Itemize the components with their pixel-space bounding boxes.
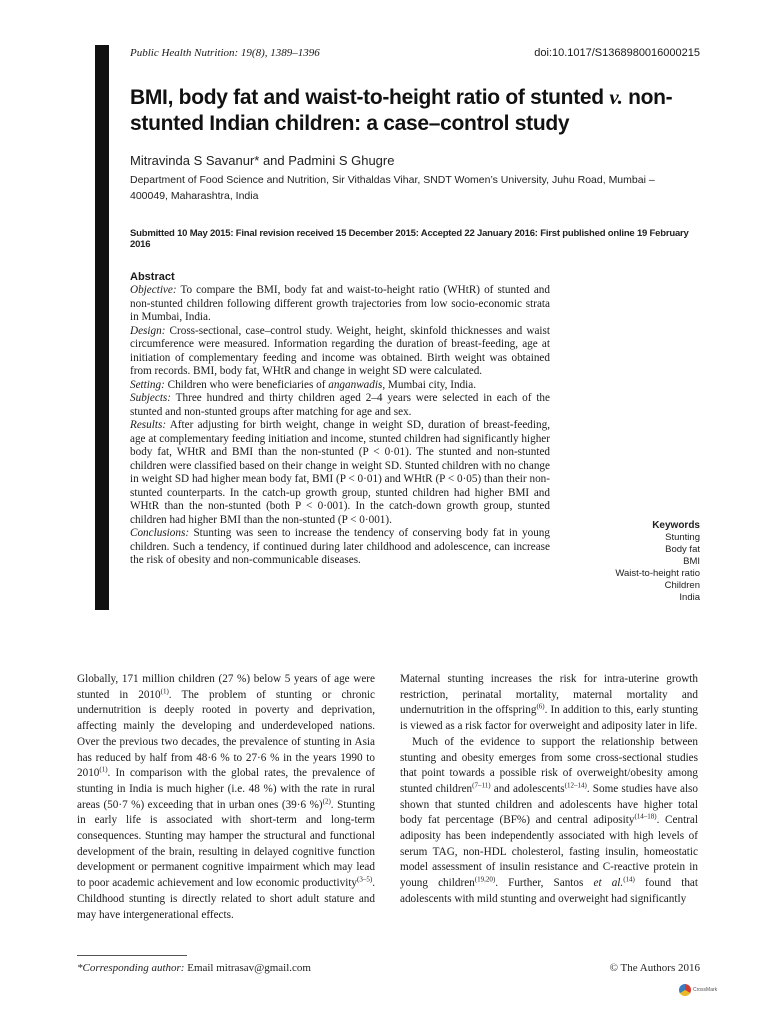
authors: Mitravinda S Savanur* and Padmini S Ghugre bbox=[130, 153, 395, 168]
abstract bbox=[130, 271, 550, 568]
crossmark-icon bbox=[679, 984, 691, 996]
body-paragraph: Much of the evidence to support the relationship between stunting and obesity emerges from some cross-sectional studies that point towards a possible risk of overweight/obesity among stunted children$^{(7-11)}$ and adolescents$^{(12-14)}$. Some studies have also shown that stunted children and adolescents have higher total body fat percentage (BF%) and central adiposity$^{(14-18)}$. Central adiposity has been independently associated with high levels of serum TAG, non-HDL cholesterol, fasting insulin, homeostatic model assessment of insulin resistance and C-reactive protein in young children$^{(19,20)}$. Further, Santos et al.$^{(14)}$ found that adolescents with mild stunting and overweight had significantly bbox=[400, 735, 699, 905]
abstract-objective: Objective: To compare the BMI, body fat and waist-to-height ratio (WHtR) of stunted and non-stunted children following different growth trajectories from low socio-economic strata in Mumbai, India. bbox=[130, 284, 550, 323]
body-paragraph: Globally, 171 million children (27 %) below 5 years of age were stunted in 2010$^{(1)}$. The problem of stunting or chronic undernutrition is deeply rooted in poverty and deprivation, affecting mainly the developing and underdeveloped nations. Over the previous two decades, the prevalence of stunting in Asia has reduced by half from 48·6 % to 27·6 % in the years 1990 to 2010$^{(1)}$. In comparison with the global rates, the prevalence of stunting in India is much higher (i.e. 48 %) with the rate in rural areas (50·7 %) exceeding that in urban ones (39·6 %)$^{(2)}$. Stunting in early life is associated with short-term and long-term consequences. Stunting may hamper the structural and functional development of the brain, resulting in delayed cognitive function development or permanent cognitive impairment which may lead to poor academic achievement and low economic productivity$^{(3-5)}$. Childhood stunting is directly related to short adult stature and may have intergenerational effects. bbox=[77, 673, 375, 921]
citation-ref[interactable]: (12–14) bbox=[564, 781, 587, 790]
doi-link[interactable]: doi:10.1017/S1368980016000215 bbox=[534, 47, 700, 59]
citation-ref[interactable]: (19,20) bbox=[474, 875, 496, 884]
abstract-conclusions: Conclusions: Stunting was seen to increase the tendency of conserving body fat in young children. Such a tendency, if continued during later childhood and adolescence, can increase the risk of obesity and non-communicable diseases. bbox=[130, 527, 550, 566]
abstract-heading: Abstract bbox=[130, 271, 175, 283]
body-paragraph: Maternal stunting increases the risk for intra-uterine growth restriction, perinatal mortality, maternal mortality and undernutrition in the offspring$^{(6)}$. In addition to this, early stunting is viewed as a risk factor for overweight and adiposity later in life. bbox=[400, 673, 699, 733]
citation-ref[interactable]: (3–5) bbox=[357, 875, 373, 884]
sidebar-black-bar bbox=[95, 45, 109, 610]
corresponding-email[interactable]: Email mitrasav@gmail.com bbox=[184, 962, 311, 974]
keyword-item: Children bbox=[664, 580, 700, 591]
citation-ref[interactable]: (14–18) bbox=[634, 812, 657, 821]
keywords-heading: Keywords bbox=[652, 520, 700, 531]
citation-ref[interactable]: (6) bbox=[536, 702, 545, 711]
crossmark-logo[interactable] bbox=[679, 983, 721, 997]
citation-ref[interactable]: (14) bbox=[623, 875, 635, 884]
article-title: BMI, body fat and waist-to-height ratio of stunted v. non-stunted Indian children: a case–control study bbox=[130, 85, 673, 135]
abstract-subjects: Subjects: Three hundred and thirty children aged 2–4 years were selected in each of the stunted and non-stunted groups after matching for age and sex. bbox=[130, 392, 550, 418]
abstract-design: Design: Cross-sectional, case–control study. Weight, height, skinfold thicknesses and waist circumference were measured. Information regarding the duration of breast-feeding, age at initiation of complementary feeding and income was obtained. Birth weight was obtained from records. BMI, body fat, WHtR and change in weight SD were calculated. bbox=[130, 324, 550, 377]
submission-dates: Submitted 10 May 2015: Final revision received 15 December 2015: Accepted 22 January 2016: First published online 19 February 2016 bbox=[130, 228, 689, 250]
keyword-item: India bbox=[679, 592, 700, 603]
journal-citation: Public Health Nutrition: 19(8), 1389–1396 bbox=[130, 47, 320, 59]
keyword-item: BMI bbox=[683, 556, 700, 567]
affiliation: Department of Food Science and Nutrition, Sir Vithaldas Vihar, SNDT Women’s University, Juhu Road, Mumbai – 400049, Maharashtra, India bbox=[130, 174, 655, 202]
body-column-left bbox=[77, 672, 375, 923]
corresponding-author-note: *Corresponding author: Email mitrasav@gmail.com bbox=[77, 962, 311, 974]
abstract-setting: Setting: Children who were beneficiaries of anganwadis, Mumbai city, India. bbox=[130, 378, 477, 391]
crossmark-label: CrossMark bbox=[693, 987, 718, 993]
keyword-item: Stunting bbox=[665, 532, 700, 543]
keyword-item: Waist-to-height ratio bbox=[615, 568, 700, 579]
body-column-right bbox=[400, 672, 698, 908]
citation-ref[interactable]: (7–11) bbox=[472, 781, 491, 790]
running-header bbox=[130, 47, 700, 59]
keyword-item: Body fat bbox=[665, 544, 700, 555]
keywords bbox=[615, 520, 700, 604]
citation-ref[interactable]: (1) bbox=[99, 765, 108, 774]
citation-ref[interactable]: (2) bbox=[322, 796, 331, 805]
copyright-notice: © The Authors 2016 bbox=[609, 962, 700, 974]
abstract-results: Results: After adjusting for birth weight, change in weight SD, duration of breast-feeding, age at complementary feeding initiation and income, stunted children had significantly higher body fat, WHtR and BMI than the non-stunted (P < 0·01). The stunted and non-stunted children were classified based on their change in weight SD. Stunted children with no change in weight SD had higher mean body fat, BMI (P < 0·01) and WHtR (P < 0·05) than their non-stunted counterparts. In the catch-up growth group, stunted children had higher BMI and WHtR than the non-stunted (both P < 0·001). In the catch-down growth group, stunted children had higher BMI than the non-stunted (P < 0·001). bbox=[130, 419, 550, 526]
footnote-rule bbox=[77, 955, 187, 956]
citation-ref[interactable]: (1) bbox=[160, 686, 169, 695]
